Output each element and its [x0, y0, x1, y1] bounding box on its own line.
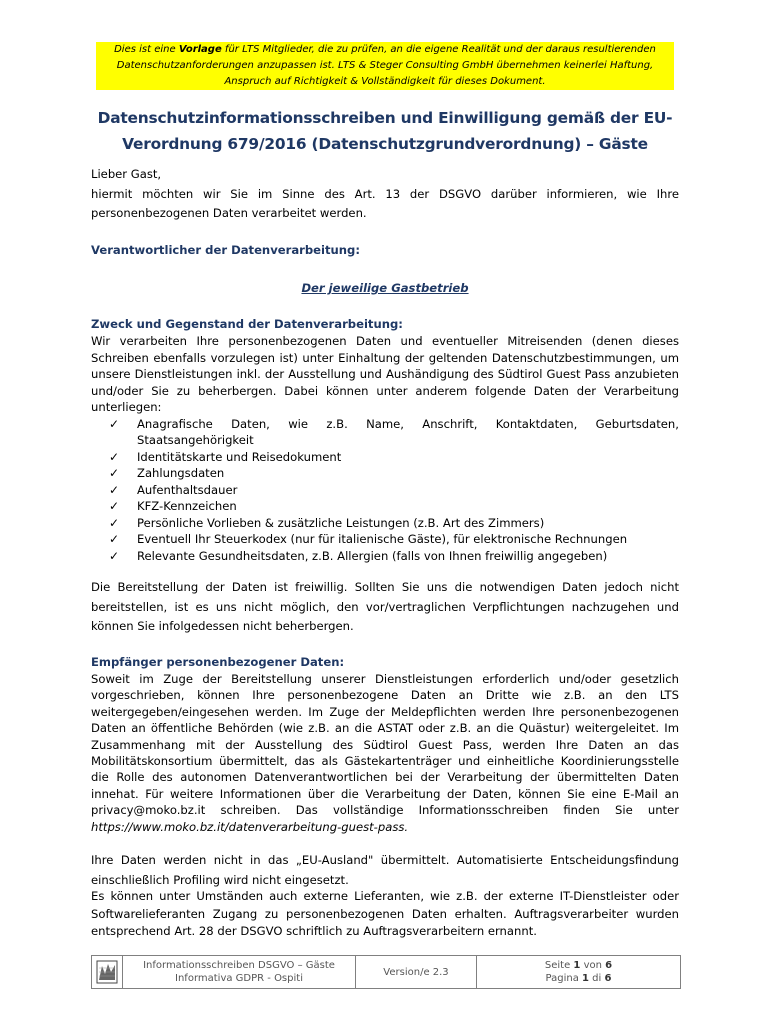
eu-transfer-text: Ihre Daten werden nicht in das „EU-Ausland" übermittelt. Automatisierte Entscheidungsfindung einschließlich Profiling wird nicht eingesetzt.	[91, 853, 679, 887]
list-item-word: Kontaktdaten,	[495, 416, 578, 431]
page-it-num: 1	[582, 973, 589, 984]
list-item	[91, 449, 679, 466]
company-logo-icon	[96, 960, 118, 984]
list-item-word: Anschrift,	[422, 416, 478, 431]
checkmark-icon: ✓	[109, 515, 120, 530]
checkmark-icon: ✓	[109, 548, 120, 563]
banner-rest: für LTS Mitglieder, die zu prüfen, an die eigene Realität und der daraus resultierenden Datenschutzanforderungen anzupassen ist. LTS & Steger Consulting GmbH übernehmen keinerlei Haftung, Anspruch auf Richtigkeit & Vollständigkeit für dieses Dokument.	[116, 44, 656, 87]
controller-value: Der jeweilige Gastbetrieb	[301, 281, 469, 295]
guest-pass-link[interactable]: https://www.moko.bz.it/datenverarbeitung-guest-pass.	[91, 819, 409, 834]
greeting-section	[91, 165, 679, 224]
list-item-word: z.B.	[326, 416, 348, 431]
intro-text: hiermit möchten wir Sie im Sinne des Art. 13 der DSGVO darüber informieren, wie Ihre personenbezogenen Daten verarbeitet werden.	[91, 186, 679, 220]
checkmark-icon: ✓	[109, 466, 120, 480]
document-title: Datenschutzinformationsschreiben und Einwilligung gemäß der EU-Verordnung 679/2016 (Datenschutzgrundverordnung) – Gäste	[97, 109, 673, 153]
list-item-continuation: Staatsangehörigkeit	[137, 433, 254, 447]
checkmark-icon: ✓	[109, 532, 120, 546]
banner-bold: Vorlage	[178, 44, 222, 55]
list-item	[91, 548, 679, 565]
controller-heading: Verantwortlicher der Datenverarbeitung:	[91, 243, 360, 257]
recipients-text	[91, 671, 679, 835]
list-item	[91, 498, 679, 515]
list-item-label: Relevante Gesundheitsdaten, z.B. Allergien (falls von Ihnen freiwillig angegeben)	[137, 548, 608, 563]
checkmark-icon: ✓	[109, 499, 120, 513]
footer-doc-it: Informativa GDPR - Ospiti	[175, 973, 303, 984]
page-de-prefix: Seite	[544, 960, 574, 971]
voluntary-text: Die Bereitstellung der Daten ist freiwillig. Sollten Sie uns die notwendigen Daten jedoch nicht bereitstellen, ist es uns nicht möglich, den vor/vertraglichen Verpflichtungen nachzugehen und können Sie infolgedessen nicht beherbergen.	[91, 580, 679, 633]
list-item	[91, 465, 679, 482]
list-item-word: Anagrafische	[137, 416, 213, 431]
template-disclaimer-banner	[96, 42, 674, 90]
footer-page-it	[546, 972, 612, 985]
footer-doc-de: Informationsschreiben DSGVO – Gäste	[143, 960, 335, 971]
purpose-heading: Zweck und Gegenstand der Datenverarbeitung:	[91, 317, 403, 331]
footer-document-name	[123, 956, 356, 988]
greeting: Lieber Gast,	[91, 167, 162, 181]
page-it-prefix: Pagina	[545, 973, 583, 984]
list-item-word: Geburtsdaten,	[595, 416, 679, 431]
list-item-word: wie	[288, 416, 309, 431]
list-item-label: KFZ-Kennzeichen	[137, 499, 237, 513]
suppliers-text: Es können unter Umständen auch externe Lieferanten, wie z.B. der externe IT-Dienstleister oder Softwarelieferanten Zugang zu personenbezogenen Daten erhalten. Auftragsverarbeiter wurden entsprechend Art. 28 der DSGVO schriftlich zu Auftragsverarbeitern ernannt.	[91, 889, 679, 938]
list-item	[91, 416, 679, 449]
page-de-num: 1	[573, 960, 581, 971]
list-item	[91, 531, 679, 548]
checkmark-icon: ✓	[109, 449, 120, 464]
list-item-label: Eventuell Ihr Steuerkodex (nur für italienische Gäste), für elektronische Rechnungen	[137, 532, 628, 546]
list-item-word: Name,	[366, 416, 404, 431]
banner-prefix: Dies ist eine	[114, 44, 179, 55]
footer-page-number	[477, 956, 680, 988]
page-it-total: 6	[604, 973, 612, 984]
footer-logo-cell	[92, 956, 123, 988]
page-de-mid: von	[580, 960, 606, 971]
checkmark-icon: ✓	[109, 482, 120, 497]
footer-version: Version/e 2.3	[356, 956, 477, 988]
purpose-section	[91, 316, 679, 564]
recipients-section	[91, 654, 679, 835]
list-item	[91, 482, 679, 499]
controller-value-wrap	[91, 280, 679, 297]
list-item-label: Zahlungsdaten	[137, 466, 225, 480]
page-footer	[91, 955, 681, 989]
page-it-mid: di	[589, 973, 605, 984]
list-item-spread	[137, 416, 679, 433]
list-item-label: Persönliche Vorlieben & zusätzliche Leistungen (z.B. Art des Zimmers)	[137, 515, 545, 530]
list-item-label: Identitätskarte und Reisedokument	[137, 449, 342, 464]
recipients-heading: Empfänger personenbezogener Daten:	[91, 655, 345, 669]
footer-page-de	[545, 959, 612, 972]
checkmark-icon: ✓	[109, 416, 120, 431]
page-de-total: 6	[605, 960, 613, 971]
data-categories-list	[91, 416, 679, 565]
recipients-body: Soweit im Zuge der Bereitstellung unserer Dienstleistungen erforderlich und/oder gesetzlich vorgeschrieben, können Ihre personenbezogene Daten an Dritte wie z.B. an den LTS weitergegeben/eingesehen werden. Im Zuge der Meldepflichten werden Ihre personenbezogenen Daten an öffentliche Behörden (wie z.B. an die ASTAT oder z.B. an die Quästur) weitergeleitet. Im Zusammenhang mit der Ausstellung des Südtirol Guest Pass, werden Ihre Daten an das Mobilitätskonsortium übermittelt, das als Gästekartenträger und einheitliche Koordinierungsstelle die Rolle des autonomen Datenverantwortlichen bei der Verarbeitung der übermittelten Daten innehat. Für weitere Informationen über die Verarbeitung der Daten, können Sie eine E-Mail an privacy@moko.bz.it schreiben. Das vollständige Informationsschreiben finden Sie unter	[91, 672, 679, 818]
list-item-word: Daten,	[231, 416, 270, 431]
list-item-label: Aufenthaltsdauer	[137, 482, 238, 497]
list-item	[91, 515, 679, 532]
purpose-text: Wir verarbeiten Ihre personenbezogenen Daten und eventueller Mitreisenden (denen dieses Schreiben ebenfalls vorzulegen ist) unter Einhaltung der geltenden Datenschutzbestimmungen, um unsere Dienstleistungen inkl. der Ausstellung und Aushändigung des Südtirol Guest Pass anzubieten und/oder Sie zu beherbergen. Dabei können unter anderem folgende Daten der Verarbeitung unterliegen:	[91, 334, 679, 414]
